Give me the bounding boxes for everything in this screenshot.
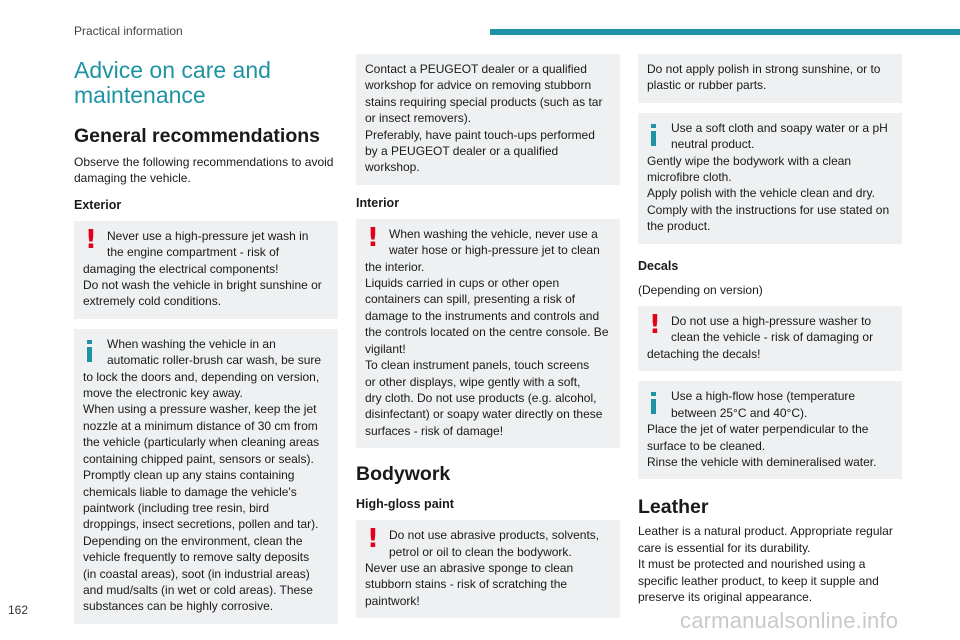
leather-heading: Leather <box>638 496 709 519</box>
general-intro: Observe the following recommendations to avoid damaging the vehicle. <box>74 155 334 186</box>
decals-version-note: (Depending on version) <box>638 282 763 297</box>
warning-box: ! Do not use abrasive products, solvents, petrol or oil to clean the bodywork. Never use an abrasive sponge to clean stubborn stains - risk of scratching the paintwork! <box>356 520 620 618</box>
info-box: Use a soft cloth and soapy water or a pH neutral product. Gently wipe the bodywork with a clean microfibre cloth. Apply polish with the vehicle clean and dry. Comply with the instructions for use stated on the product. <box>638 113 902 244</box>
warning-exclamation-icon: ! <box>367 524 379 555</box>
exterior-heading: Exterior <box>74 197 122 212</box>
warning-box: ! When washing the vehicle, never use a water hose or high-pressure jet to clean the interior. Liquids carried in cups or other open containers can spill, presenting a risk of damage to the instruments and controls and the controls located on the centre console. Be vigilant! To clean instrument panels, touch screens or other displays, wipe gently with a soft, dry cloth. Do not use products (e.g. alcohol, disinfectant) or soapy water directly on these surfaces - risk of damage! <box>356 219 620 448</box>
warning-box: ! Do not use a high-pressure washer to clean the vehicle - risk of damaging or detaching the decals! <box>638 306 902 371</box>
warning-exclamation-icon: ! <box>367 222 379 253</box>
general-recommendations-heading: General recommendations <box>74 125 320 147</box>
warning-exclamation-icon: ! <box>649 310 661 341</box>
page-title: Advice on care and maintenance <box>74 57 271 108</box>
watermark: carmanualsonline.info <box>680 608 899 633</box>
leather-description: Leather is a natural product. Appropriate regular care is essential for its durability. It must be protected and nourished using a specific leather product, to keep it supple and preserve its original appearance. <box>638 524 893 604</box>
header-accent-bar <box>490 29 960 35</box>
decals-heading: Decals <box>638 258 679 273</box>
running-header: Practical information <box>74 24 183 38</box>
warning-box: ! Never use a high-pressure jet wash in the engine compartment - risk of damaging the electrical components! Do not wash the vehicle in bright sunshine or extremely cold conditions. <box>74 221 338 319</box>
info-box: Use a high-flow hose (temperature between 25°C and 40°C). Place the jet of water perpendicular to the surface to be cleaned. Rinse the vehicle with demineralised water. <box>638 381 902 479</box>
warning-exclamation-icon: ! <box>85 224 97 255</box>
info-box: When washing the vehicle in an automatic roller-brush car wash, be sure to lock the doors and, depending on version, move the electronic key away. When using a pressure washer, keep the jet nozzle at a minimum distance of 30 cm from the vehicle (particularly when cleaning areas containing chipped paint, sensors or seals). Promptly clean up any stains containing chemicals liable to damage the vehicle's paintwork (including tree resin, bird droppings, insect secretions, pollen and tar). Depending on the environment, clean the vehicle frequently to remove salty deposits (in coastal areas), soot (in industrial areas) and mud/salts (in wet or cold areas). These substances can be highly corrosive. <box>74 329 338 624</box>
page-number: 162 <box>8 603 29 617</box>
column-1 <box>74 54 338 624</box>
info-icon <box>87 340 92 362</box>
dealer-advice-box: Contact a PEUGEOT dealer or a qualified workshop for advice on removing stubborn stains requiring special products (such as tar or insect removers). Preferably, have paint touch-ups performed by a PEUGEOT dealer or a qualified workshop. <box>356 54 620 185</box>
polish-advice-box: Do not apply polish in strong sunshine, or to plastic or rubber parts. <box>638 54 902 103</box>
column-2 <box>356 54 620 618</box>
column-3 <box>638 54 902 605</box>
bodywork-heading: Bodywork <box>356 463 451 486</box>
info-icon <box>651 392 656 414</box>
info-icon <box>651 124 656 146</box>
high-gloss-paint-heading: High-gloss paint <box>356 497 454 512</box>
interior-heading: Interior <box>356 195 400 210</box>
